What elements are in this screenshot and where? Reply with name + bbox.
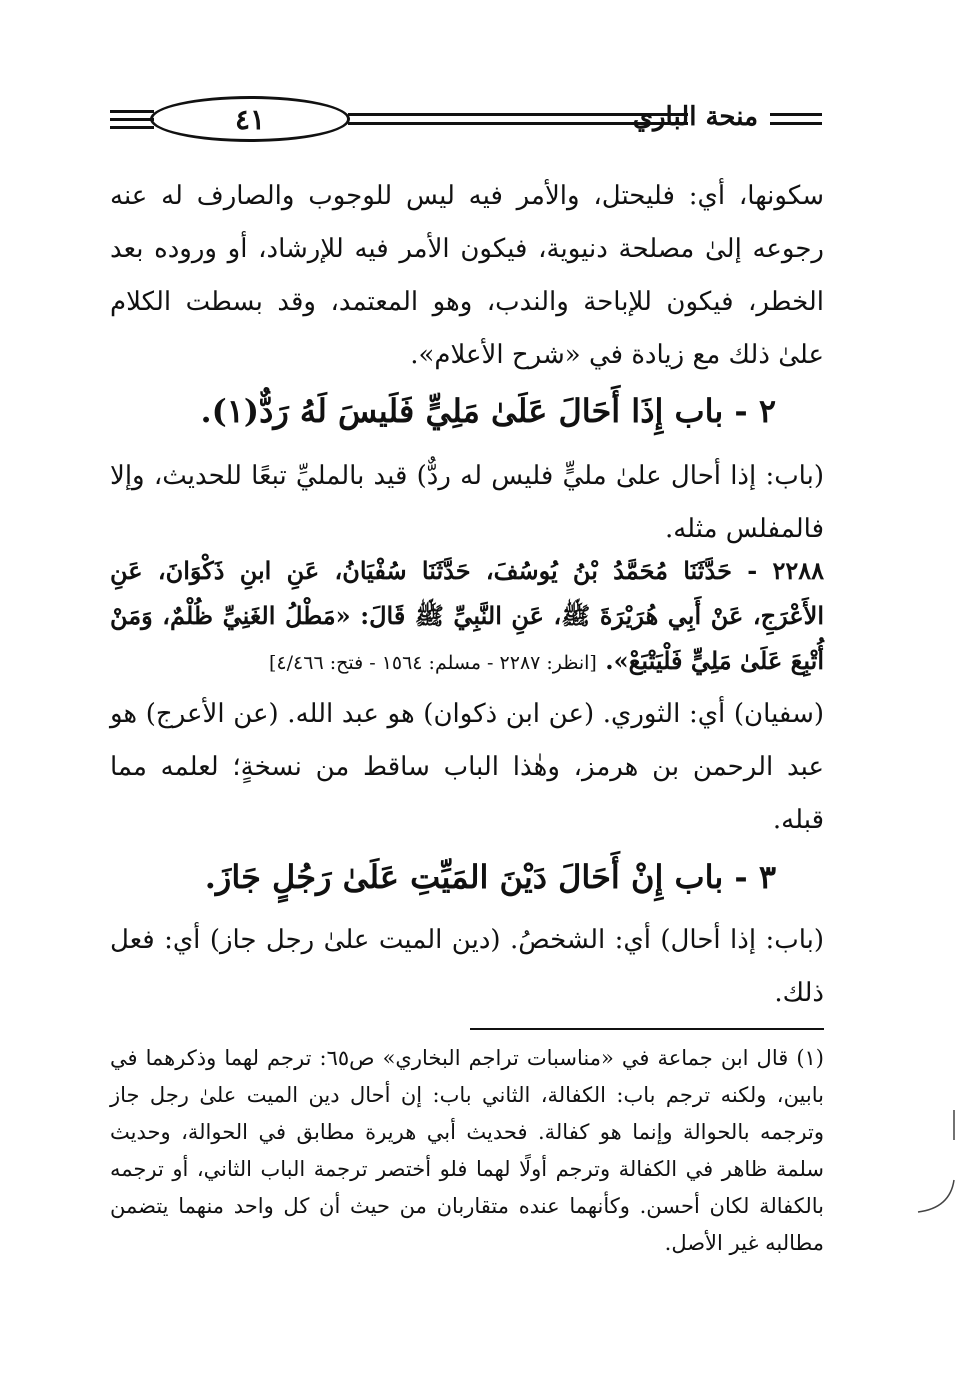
book-title: منحة الباري <box>632 102 758 132</box>
scan-margin-mark <box>910 1100 956 1220</box>
paragraph-continuation: سكونها، أي: فليحتل، والأمر فيه ليس للوجوب والصارف له عنه رجوعه إلىٰ مصلحة دنيوية، فيكون الأمر فيه للإرشاد، أو وروده بعد الخطر، فيكون للإباحة والندب، وهو المعتمد، وقد بسطت الكلام علىٰ ذلك مع زيادة في «شرح الأعلام». <box>110 181 824 370</box>
hadith-reference: [انظر: ٢٢٨٧ - مسلم: ١٥٦٤ - فتح: ٤/٤٦٦] <box>269 652 597 674</box>
hadith-text: ٢٢٨٨ - حَدَّثَنَا مُحَمَّدُ بْنُ يُوسُفَ، حَدَّثَنَا سُفْيَانُ، عَنِ ابنِ ذَكْوَانَ، عَنِ الأَعْرَجِ، عَنْ أَبِي هُرَيْرَةَ ﷺ، عَنِ النَّبِيِّ ﷺ قَالَ: «مَطْلُ الغَنِيِّ ظُلْمٌ، وَمَنْ أُتْبِعَ عَلَىٰ مَلِيٍّ فَلْيَتْبَعْ». <box>110 556 824 675</box>
page-header <box>110 92 822 152</box>
header-rule-left-3 <box>110 126 154 129</box>
page-number-text: ٤١ <box>234 102 266 136</box>
hadith-explanation: (سفيان) أي: الثوري. (عن ابن ذكوان) هو عبد الله. (عن الأعرج) هو عبد الرحمن بن هرمز، وهٰذا الباب ساقط من نسخةٍ؛ لعلمه مما قبله. <box>110 699 824 835</box>
chapter-3-commentary: (باب: إذا أحال) أي: الشخصُ. (دين الميت علىٰ رجل جاز) أي: فعل ذلك. <box>110 925 824 1008</box>
header-rule-right-1 <box>770 113 822 116</box>
header-rule-left-2 <box>110 118 154 121</box>
chapter-2-commentary: (باب: إذا أحال علىٰ مليٍّ فليس له ردٌّ) قيد بالمليِّ تبعًا للحديث، وإلا فالمفلس مثله. <box>110 461 824 544</box>
footnote-separator <box>470 1028 824 1030</box>
footnote-1: (١) قال ابن جماعة في «مناسبات تراجم البخاري» ص٦٥: ترجم لهما وذكرهما في بابين، ولكنه ترجم باب: الكفالة، الثاني باب: إن أحال دين الميت علىٰ رجل جاز وترجمه بالحوالة وإنما هو كفالة. فحديث أبي هريرة مطابق في الحوالة، وحديث سلمة ظاهر في الكفالة وترجم أولًا لهما فلو أختصر ترجمة الباب الثاني، أو ترجمه بالكفالة لكان أحسن. وكأنهما عنده متقاربان من حيث أن كل واحد منهما يتضمن مطالبه غير الأصل. <box>110 1046 824 1255</box>
chapter-heading-2: ٢ - باب إِذَا أَحَالَ عَلَىٰ مَلِيٍّ فَلَيسَ لَهُ رَدٌّ(١). <box>200 392 776 430</box>
hadith-2288 <box>110 548 824 686</box>
header-rule-right-2 <box>770 122 822 125</box>
page-number <box>150 96 350 142</box>
chapter-heading-3: ٣ - باب إِنْ أَحَالَ دَيْنَ المَيِّتِ عَلَىٰ رَجُلٍ جَازَ. <box>204 858 776 896</box>
header-rule-left-1 <box>110 110 154 113</box>
